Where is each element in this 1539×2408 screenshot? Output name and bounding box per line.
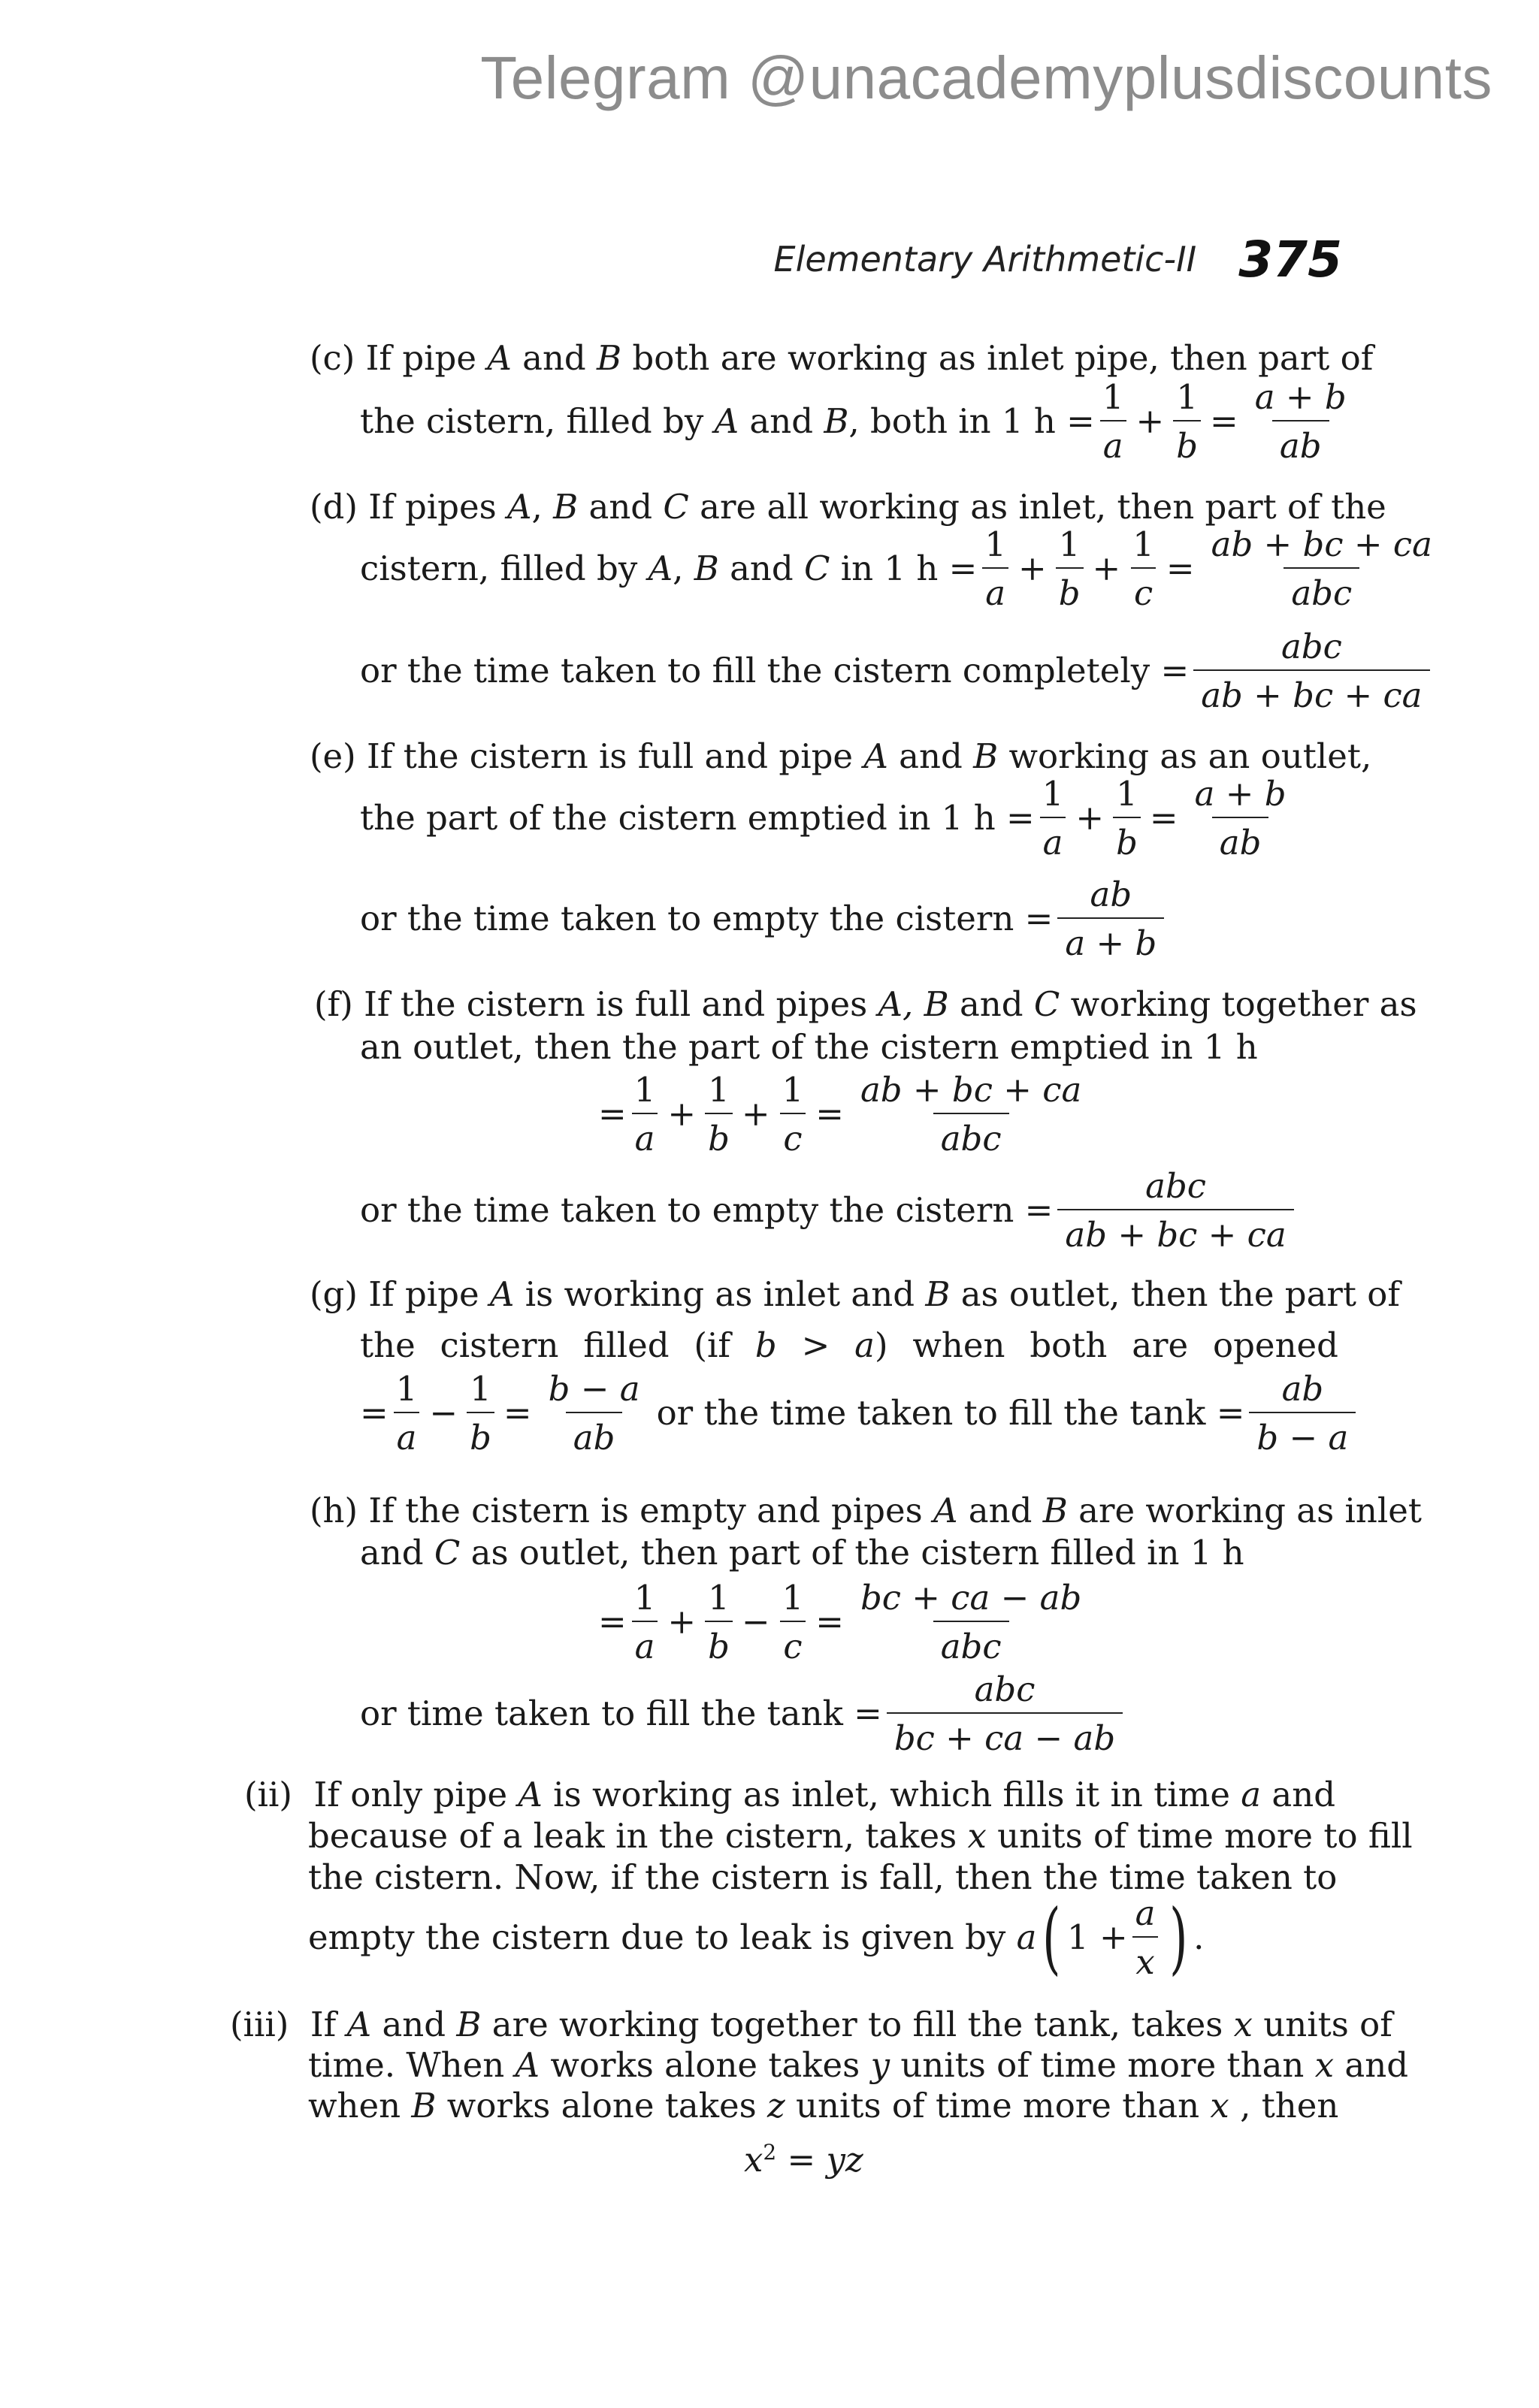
- item-f-line-3: = $\frac{1}{a}$ + $\frac{1}{b}$ + $\frac{1}{c}$ = $\frac{ab + bc + ca}{\text{abc}}$: [598, 1070, 1082, 1159]
- item-c-line-1: (c) If pipe A and B both are working as inlet pipe, then part of: [310, 338, 1374, 378]
- item-ii-line-2: because of a leak in the cistern, takes x units of time more to fill: [308, 1816, 1413, 1856]
- item-d-line-2: cistern, filled by A, B and C in 1 h = $\frac{1}{a}$ + $\frac{1}{b}$ + $\frac{1}{c}$ = $\frac{ab + bc + ca}{\text{abc}}$: [360, 524, 1432, 613]
- item-h-line-2: and C as outlet, then part of the cistern filled in 1 h: [360, 1533, 1244, 1573]
- item-g-line-1: (g) If pipe A is working as inlet and B as outlet, then the part of: [310, 1274, 1401, 1314]
- item-iii-line-4: $x^2$ = yz: [744, 2140, 863, 2180]
- item-h-line-1: (h) If the cistern is empty and pipes A and B are working as inlet: [310, 1491, 1422, 1530]
- item-ii-line-1: (ii) If only pipe A is working as inlet, which fills it in time a and: [244, 1775, 1336, 1814]
- item-c-line-2: the cistern, filled by A and B, both in 1 h = $\frac{1}{a}$ + $\frac{1}{b}$ = $\frac{a + b}{ab}$: [360, 377, 1347, 466]
- item-iii-line-2: time. When A works alone takes y units of time more than x and: [308, 2045, 1408, 2085]
- item-ii-line-4: empty the cistern due to leak is given by a ( 1 + $\frac{a}{x}$ ) .: [308, 1892, 1205, 1984]
- item-g-line-3: = $\frac{1}{a}$ − $\frac{1}{b}$ = $\frac{b - a}{ab}$ or the time taken to fill the tank = $\frac{ab}{b - a}$: [360, 1372, 1360, 1455]
- chapter-title: Elementary Arithmetic-II: [773, 239, 1197, 279]
- item-h-line-3: = $\frac{1}{a}$ + $\frac{1}{b}$ − $\frac{1}{c}$ = $\frac{bc + ca - ab}{\text{abc}}$: [598, 1578, 1082, 1666]
- item-g-line-2: the cistern filled (if b > a) when both are opened: [360, 1325, 1338, 1365]
- item-e-line-1: (e) If the cistern is full and pipe A and B working as an outlet,: [310, 736, 1372, 776]
- watermark: Telegram @unacademyplusdiscounts: [480, 44, 1492, 111]
- item-d-line-1: (d) If pipes A, B and C are all working as inlet, then part of the: [310, 487, 1386, 527]
- item-e-line-3: or the time taken to empty the cistern = $\frac{ab}{a + b}$: [360, 878, 1169, 960]
- item-iii-line-1: (iii) If A and B are working together to fill the tank, takes x units of: [230, 2005, 1392, 2044]
- item-e-line-2: the part of the cistern emptied in 1 h = $\frac{1}{a}$ + $\frac{1}{b}$ = $\frac{a + b}{ab}$: [360, 774, 1287, 863]
- item-f-line-4: or the time taken to empty the cistern = $\frac{\text{abc}}{ab + bc + ca}$: [360, 1169, 1299, 1252]
- page-number: 375: [1238, 230, 1342, 289]
- item-f-line-2: an outlet, then the part of the cistern emptied in 1 h: [360, 1027, 1258, 1067]
- item-ii-line-3: the cistern. Now, if the cistern is fall, then the time taken to: [308, 1857, 1338, 1897]
- item-d-line-3: or the time taken to fill the cistern completely = $\frac{\text{abc}}{ab + bc + ca}$: [360, 630, 1435, 712]
- item-iii-line-3: when B works alone takes z units of time more than x , then: [308, 2086, 1339, 2126]
- item-f-line-1: (f) If the cistern is full and pipes A, B and C working together as: [314, 984, 1417, 1024]
- running-header: [774, 225, 1342, 293]
- item-h-line-4: or time taken to fill the tank = $\frac{\text{abc}}{bc + ca - ab}$: [360, 1672, 1127, 1755]
